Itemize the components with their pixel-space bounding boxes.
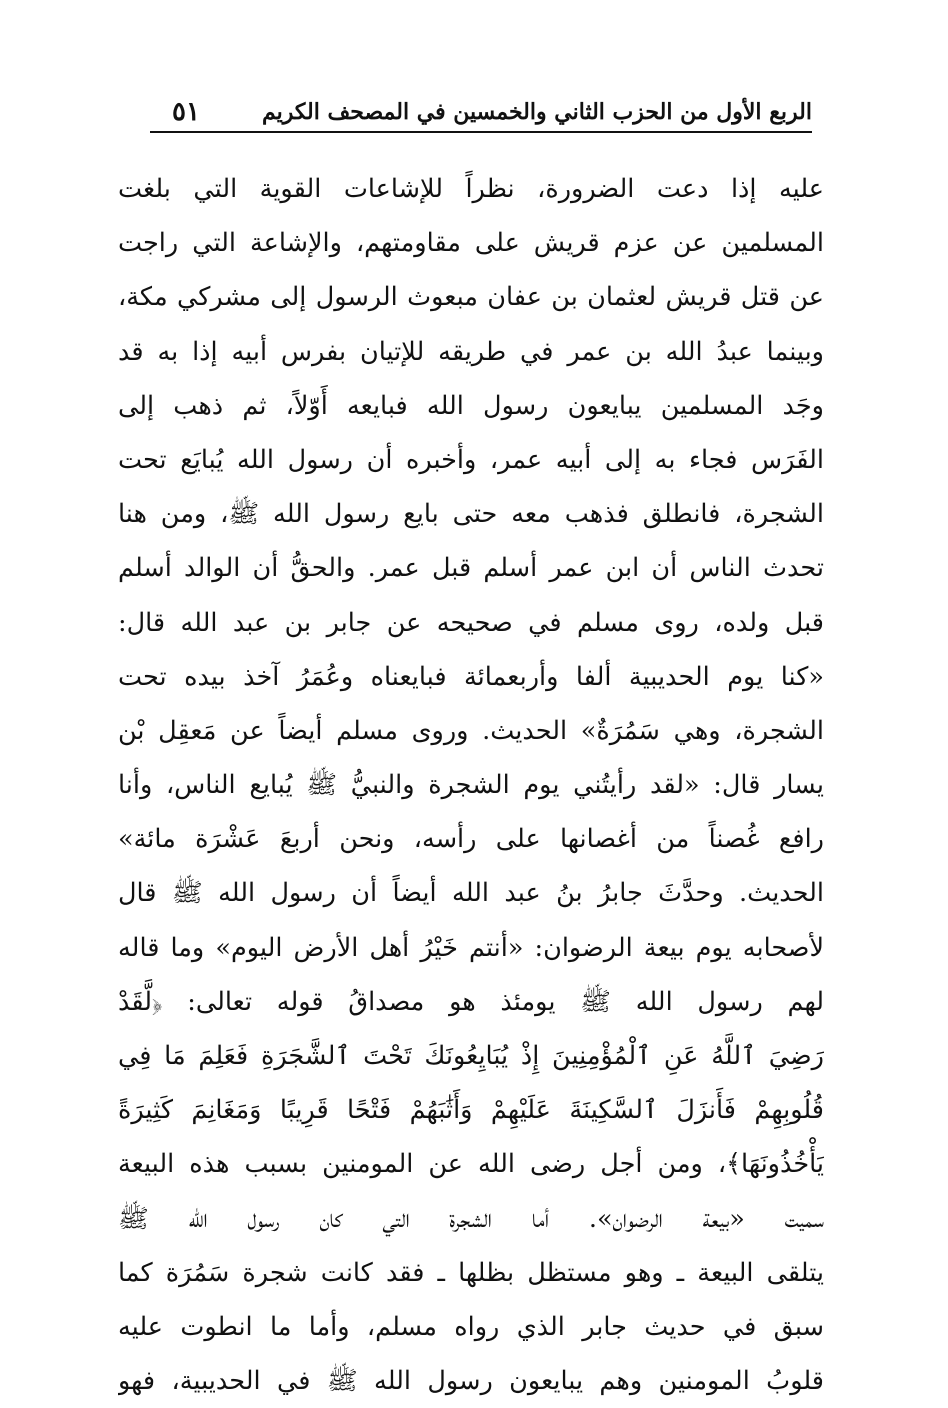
text-line: سميت «بيعة الرضوان». أما الشجرة التي كان رسول الله ﷺ [118, 1203, 824, 1234]
text-line: وبينما عبدُ الله بن عمر في طريقه للإتيان بفرس أبيه إذا به قد [118, 336, 824, 367]
text-line: يَأْخُذُونَهَا﴾، ومن أجل رضى الله عن المومنين بسبب هذه البيعة [118, 1149, 824, 1180]
text-line: يسار قال: «لقد رأيتُني يوم الشجرة والنبيُّ ﷺ يُبايع الناس، وأنا [118, 770, 824, 801]
text-line: عن قتل قريش لعثمان بن عفان مبعوث الرسول إلى مشركي مكة، [118, 282, 824, 313]
text-line: وجَد المسلمين يبايعون رسول الله فبايعه أَوّلاً، ثم ذهب إلى [118, 390, 824, 421]
text-line: الشجرة، فانطلق فذهب معه حتى بايع رسول الله ﷺ، ومن هنا [118, 499, 824, 530]
text-line: الحديث. وحدَّثَ جابرُ بنُ عبد الله أيضاً أن رسول الله ﷺ قال [118, 878, 824, 909]
quran-verse-line: رَضِيَ ٱللَّهُ عَنِ ٱلْمُؤْمِنِينَ إِذْ يُبَايِعُونَكَ تَحْتَ ٱلشَّجَرَةِ فَعَلِمَ مَا فِي [118, 1041, 824, 1071]
text-line: قبل ولده، روى مسلم في صحيحه عن جابر بن عبد الله قال: [118, 607, 824, 638]
text-line: الشجرة، وهي سَمُرَةٌ» الحديث. وروى مسلم أيضاً عن مَعقِل بْن [118, 715, 824, 746]
text-line: رافع غُصناً من أغصانها على رأسه، ونحن أربعَ عَشْرَة مائة» [118, 824, 824, 855]
text-line: المسلمين عن عزم قريش على مقاومتهم، والإشاعة التي راجت [118, 228, 824, 259]
text-line: لأصحابه يوم بيعة الرضوان: «أنتم خَيْرُ أهل الأرض اليوم» وما قاله [118, 932, 824, 963]
text-line: عليه إذا دعت الضرورة، نظراً للإشاعات القوية التي بلغت [118, 174, 824, 204]
text-line: الفَرَس فجاء به إلى أبيه عمر، وأخبره أن رسول الله يُبايَع تحت [118, 444, 824, 475]
text-line: يتلقى البيعة ـ وهو مستظل بظلها ـ فقد كانت شجرة سَمُرَة كما [118, 1257, 824, 1288]
body-text [118, 162, 824, 1408]
text-line: قلوبُ المومنين وهم يبايعون رسول الله ﷺ في الحديبية، فهو [118, 1366, 824, 1397]
page-number: ٥١ [172, 97, 200, 127]
quran-verse-line: قُلُوبِهِمْ فَأَنزَلَ ٱلسَّكِينَةَ عَلَيْهِمْ وَأَثَٰبَهُمْ فَتْحًا قَرِيبًا وَمَغَانِمَ كَثِيرَةً [118, 1095, 824, 1126]
text-line: سبق في حديث جابر الذي رواه مسلم، وأما ما انطوت عليه [118, 1311, 824, 1342]
text-line: «كنا يوم الحديبية ألفا وأربعمائة فبايعناه وعُمَرُ آخذ بيده تحت [118, 661, 824, 692]
text-line: لهم رسول الله ﷺ يومئذ هو مصداقُ قوله تعالى: ﴿لَّقَدْ [118, 986, 824, 1017]
running-header [150, 92, 812, 132]
header-divider [150, 131, 812, 133]
running-header-title: الربع الأول من الحزب الثاني والخمسين في المصحف الكريم [261, 99, 812, 125]
text-line: تحدث الناس أن ابن عمر أسلم قبل عمر. والحقُّ أن الوالد أسلم [118, 553, 824, 584]
